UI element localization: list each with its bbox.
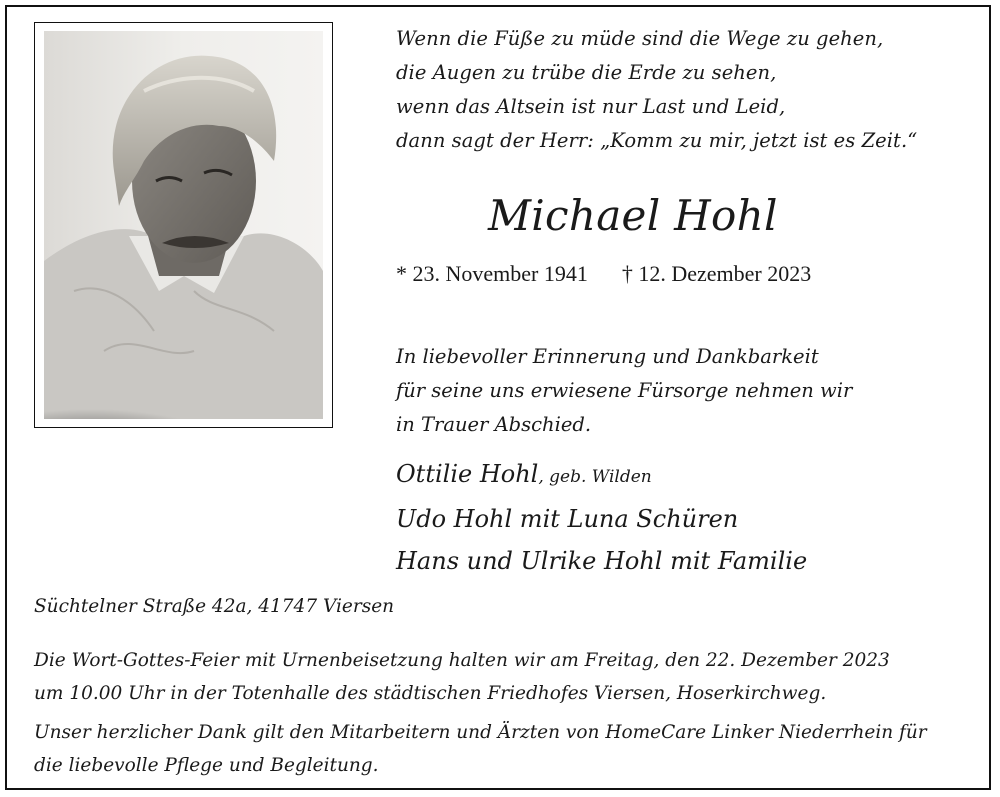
thanks-line: Unser herzlicher Dank gilt den Mitarbeitern und Ärzten von HomeCare Linker Niederrhein für — [34, 722, 927, 743]
deceased-name: Michael Hohl — [488, 191, 778, 240]
poem — [396, 22, 917, 158]
address: Süchtelner Straße 42a, 41747 Viersen — [34, 596, 395, 617]
death-date: † 12. Dezember 2023 — [621, 261, 812, 286]
remembrance-line: für seine uns erwiesene Fürsorge nehmen wir — [396, 379, 853, 402]
family-line: Udo Hohl mit Luna Schüren — [396, 505, 739, 533]
remembrance-line: in Trauer Abschied. — [396, 413, 592, 436]
portrait-frame — [34, 22, 333, 428]
ceremony-info — [34, 644, 890, 710]
family-line: Hans und Ulrike Hohl mit Familie — [396, 547, 808, 575]
thanks-line: die liebevolle Pflege und Begleitung. — [34, 755, 379, 776]
family-primary-suffix: , geb. Wilden — [538, 467, 652, 487]
family-primary-name: Ottilie Hohl — [396, 460, 539, 488]
poem-line: dann sagt der Herr: „Komm zu mir, jetzt ist es Zeit.“ — [396, 129, 918, 152]
birth-date: * 23. November 1941 — [396, 261, 588, 286]
family-names — [396, 453, 807, 582]
poem-line: Wenn die Füße zu müde sind die Wege zu gehen, — [396, 27, 884, 50]
poem-line: die Augen zu trübe die Erde zu sehen, — [396, 61, 777, 84]
portrait-photo — [44, 31, 323, 419]
ceremony-line: Die Wort-Gottes-Feier mit Urnenbeisetzung halten wir am Freitag, den 22. Dezember 2023 — [34, 650, 890, 671]
ceremony-line: um 10.00 Uhr in der Totenhalle des städtischen Friedhofes Viersen, Hoserkirchweg. — [34, 683, 827, 704]
remembrance-line: In liebevoller Erinnerung und Dankbarkeit — [396, 345, 819, 368]
family-line — [396, 453, 807, 498]
thanks-note — [34, 716, 927, 782]
poem-line: wenn das Altsein ist nur Last und Leid, — [396, 95, 786, 118]
life-dates — [396, 260, 811, 288]
remembrance-text — [396, 340, 852, 442]
